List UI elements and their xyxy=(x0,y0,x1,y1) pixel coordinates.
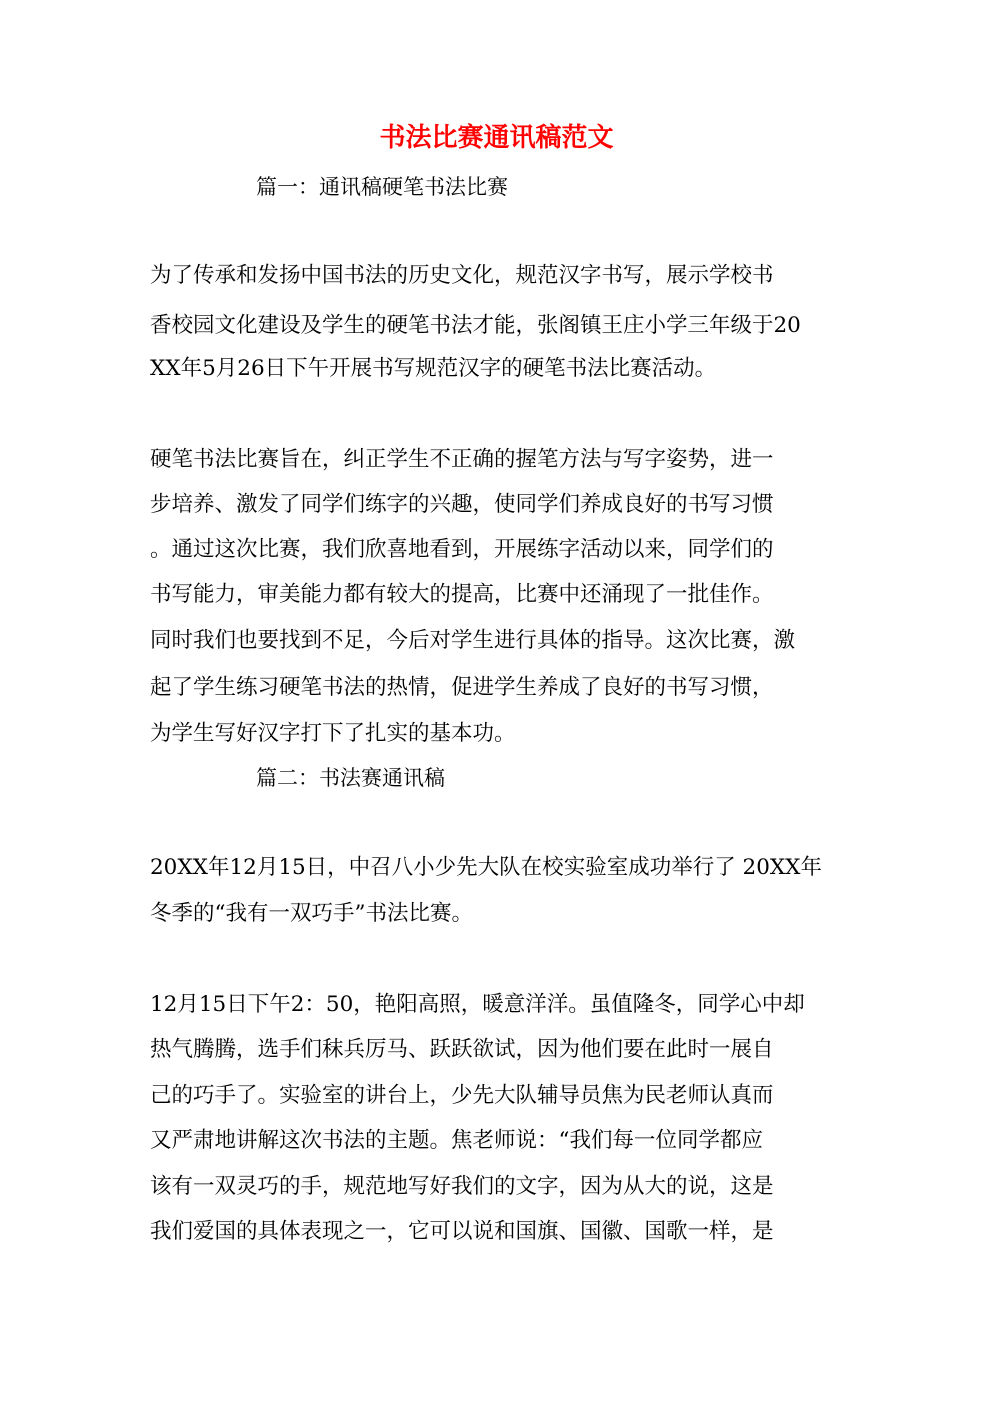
paragraph-line: 己的巧手了。实验室的讲台上，少先大队辅导员焦为民老师认真而 xyxy=(150,1083,774,1108)
paragraph-line: 起了学生练习硬笔书法的热情，促进学生养成了良好的书写习惯， xyxy=(150,675,774,700)
paragraph-line: 步培养、激发了同学们练字的兴趣，使同学们养成良好的书写习惯 xyxy=(150,492,774,517)
paragraph-line: 又严肃地讲解这次书法的主题。焦老师说：“我们每一位同学都应 xyxy=(150,1128,763,1153)
paragraph-line: 同时我们也要找到不足，今后对学生进行具体的指导。这次比赛，激 xyxy=(150,628,796,653)
paragraph-line: 为学生写好汉字打下了扎实的基本功。 xyxy=(150,721,516,746)
section-2-heading: 篇二：书法赛通讯稿 xyxy=(256,766,445,790)
paragraph-line: 该有一双灵巧的手，规范地写好我们的文字，因为从大的说，这是 xyxy=(150,1174,774,1199)
paragraph-line: 为了传承和发扬中国书法的历史文化，规范汉字书写，展示学校书 xyxy=(150,263,774,288)
paragraph-line: 20XX年12月15日，中召八小少先大队在校实验室成功举行了 20XX年 xyxy=(150,855,822,880)
paragraph-line: 。通过这次比赛，我们欣喜地看到，开展练字活动以来，同学们的 xyxy=(150,537,774,562)
paragraph-line: 冬季的“我有一双巧手”书法比赛。 xyxy=(150,901,473,926)
paragraph-line: 书写能力，审美能力都有较大的提高，比赛中还涌现了一批佳作。 xyxy=(150,582,774,607)
paragraph-line: 我们爱国的具体表现之一，它可以说和国旗、国徽、国歌一样，是 xyxy=(150,1219,774,1244)
paragraph-line: XX年5月26日下午开展书写规范汉字的硬笔书法比赛活动。 xyxy=(150,356,717,381)
paragraph-line: 热气腾腾，选手们秣兵厉马、跃跃欲试，因为他们要在此时一展自 xyxy=(150,1037,774,1062)
paragraph-line: 香校园文化建设及学生的硬笔书法才能，张阁镇王庄小学三年级于20 xyxy=(150,313,801,338)
paragraph-line: 12月15日下午2：50，艳阳高照，暖意洋洋。虽值隆冬，同学心中却 xyxy=(150,992,805,1017)
paragraph-line: 硬笔书法比赛旨在，纠正学生不正确的握笔方法与写字姿势，进一 xyxy=(150,447,774,472)
document-title: 书法比赛通讯稿范文 xyxy=(379,123,614,153)
section-1-heading: 篇一：通讯稿硬笔书法比赛 xyxy=(256,175,508,199)
